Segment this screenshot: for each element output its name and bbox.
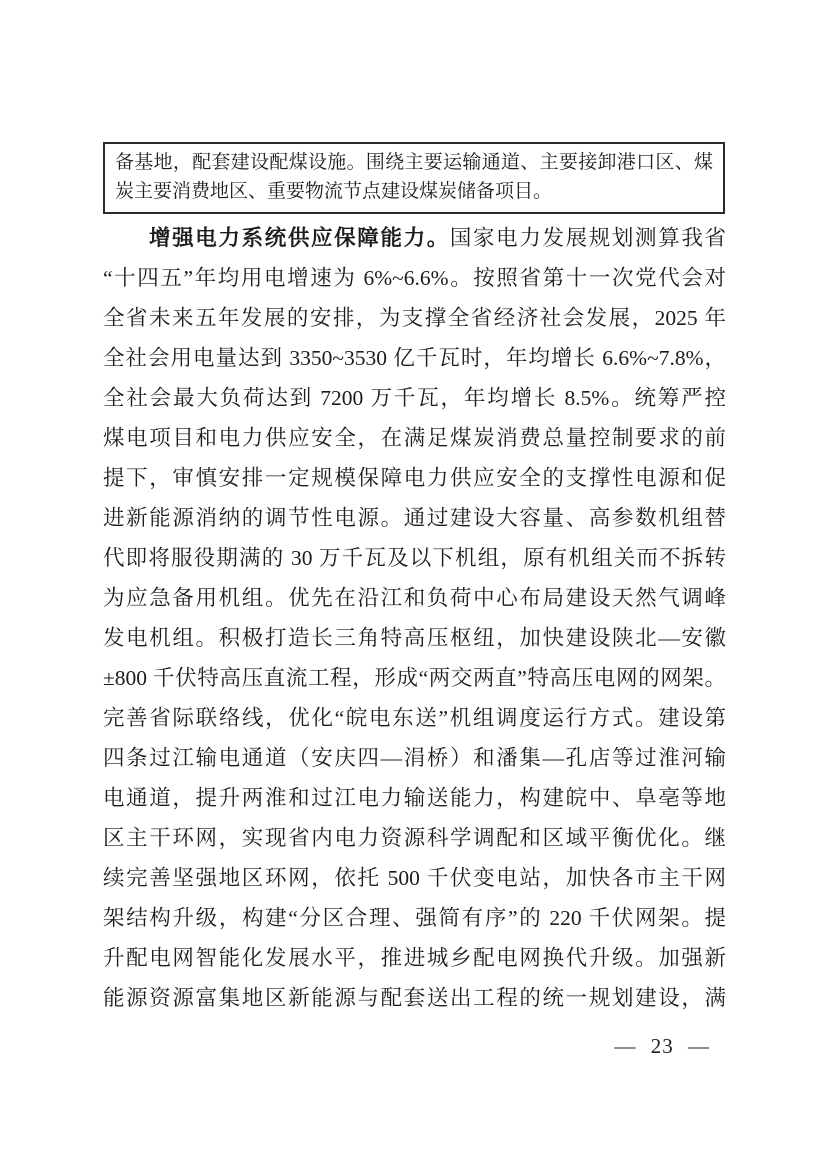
paragraph-line [103, 218, 726, 258]
paragraph-line-text: ±800 千伏特高压直流工程，形成“两交两直”特高压电网的网架。 [103, 666, 726, 690]
paragraph-line [103, 978, 726, 1018]
paragraph-line-text: 四条过江输电通道（安庆四—涓桥）和潘集—孔店等过淮河输 [103, 746, 726, 770]
paragraph-line [103, 378, 726, 418]
callout-line: 炭主要消费地区、重要物流节点建设煤炭储备项目。 [115, 181, 553, 202]
paragraph-line-text: 提下，审慎安排一定规模保障电力供应安全的支撑性电源和促 [103, 466, 726, 490]
paragraph-line-text: 续完善坚强地区环网，依托 500 千伏变电站，加快各市主干网 [103, 866, 726, 890]
callout-line: 备基地，配套建设配煤设施。围绕主要运输通道、主要接卸港口区、煤 [115, 152, 713, 173]
paragraph-line [103, 418, 726, 458]
paragraph-line-text: “十四五”年均用电增速为 6%~6.6%。按照省第十一次党代会对 [103, 266, 726, 290]
paragraph-line-text: 为应急备用机组。优先在沿江和负荷中心布局建设天然气调峰 [103, 586, 726, 610]
paragraph-line [103, 578, 726, 618]
paragraph-line [103, 338, 726, 378]
paragraph-lead-bold: 增强电力系统供应保障能力。 [149, 226, 450, 250]
paragraph-line [103, 818, 726, 858]
paragraph-line-text: 全社会最大负荷达到 7200 万千瓦，年均增长 8.5%。统筹严控 [103, 386, 726, 410]
paragraph-line [103, 938, 726, 978]
paragraph-line-text: 进新能源消纳的调节性电源。通过建设大容量、高参数机组替 [103, 506, 726, 530]
paragraph-line [103, 898, 726, 938]
paragraph-line [103, 738, 726, 778]
paragraph-line-text: 煤电项目和电力供应安全，在满足煤炭消费总量控制要求的前 [103, 426, 726, 450]
paragraph-line-text: 区主干环网，实现省内电力资源科学调配和区域平衡优化。继 [103, 826, 726, 850]
paragraph-line-text: 全省未来五年发展的安排，为支撑全省经济社会发展，2025 年 [103, 306, 726, 330]
paragraph-line-text: 完善省际联络线，优化“皖电东送”机组调度运行方式。建设第 [103, 706, 726, 730]
paragraph-line [103, 258, 726, 298]
callout-box [103, 142, 725, 214]
paragraph-line [103, 618, 726, 658]
paragraph-line [103, 498, 726, 538]
paragraph-line [103, 458, 726, 498]
paragraph-line [103, 298, 726, 338]
paragraph-line-text: 架结构升级，构建“分区合理、强简有序”的 220 千伏网架。提 [103, 906, 726, 930]
paragraph-line-text: 发电机组。积极打造长三角特高压枢纽，加快建设陕北—安徽 [103, 626, 726, 650]
paragraph-line-text: 能源资源富集地区新能源与配套送出工程的统一规划建设，满 [103, 986, 726, 1010]
paragraph-line-text: 升配电网智能化发展水平，推进城乡配电网换代升级。加强新 [103, 946, 726, 970]
page-number: — 23 — [614, 1034, 710, 1058]
paragraph-line [103, 658, 726, 698]
paragraph-line [103, 778, 726, 818]
paragraph-line [103, 858, 726, 898]
paragraph-line-text: 代即将服役期满的 30 万千瓦及以下机组，原有机组关而不拆转 [103, 546, 726, 570]
paragraph-line-text: 电通道，提升两淮和过江电力输送能力，构建皖中、阜亳等地 [103, 786, 726, 810]
paragraph-line-text: 全社会用电量达到 3350~3530 亿千瓦时，年均增长 6.6%~7.8%， [103, 346, 726, 370]
paragraph-line [103, 538, 726, 578]
paragraph [103, 218, 726, 1018]
paragraph-line-text: 国家电力发展规划测算我省 [449, 226, 726, 250]
paragraph-line [103, 698, 726, 738]
